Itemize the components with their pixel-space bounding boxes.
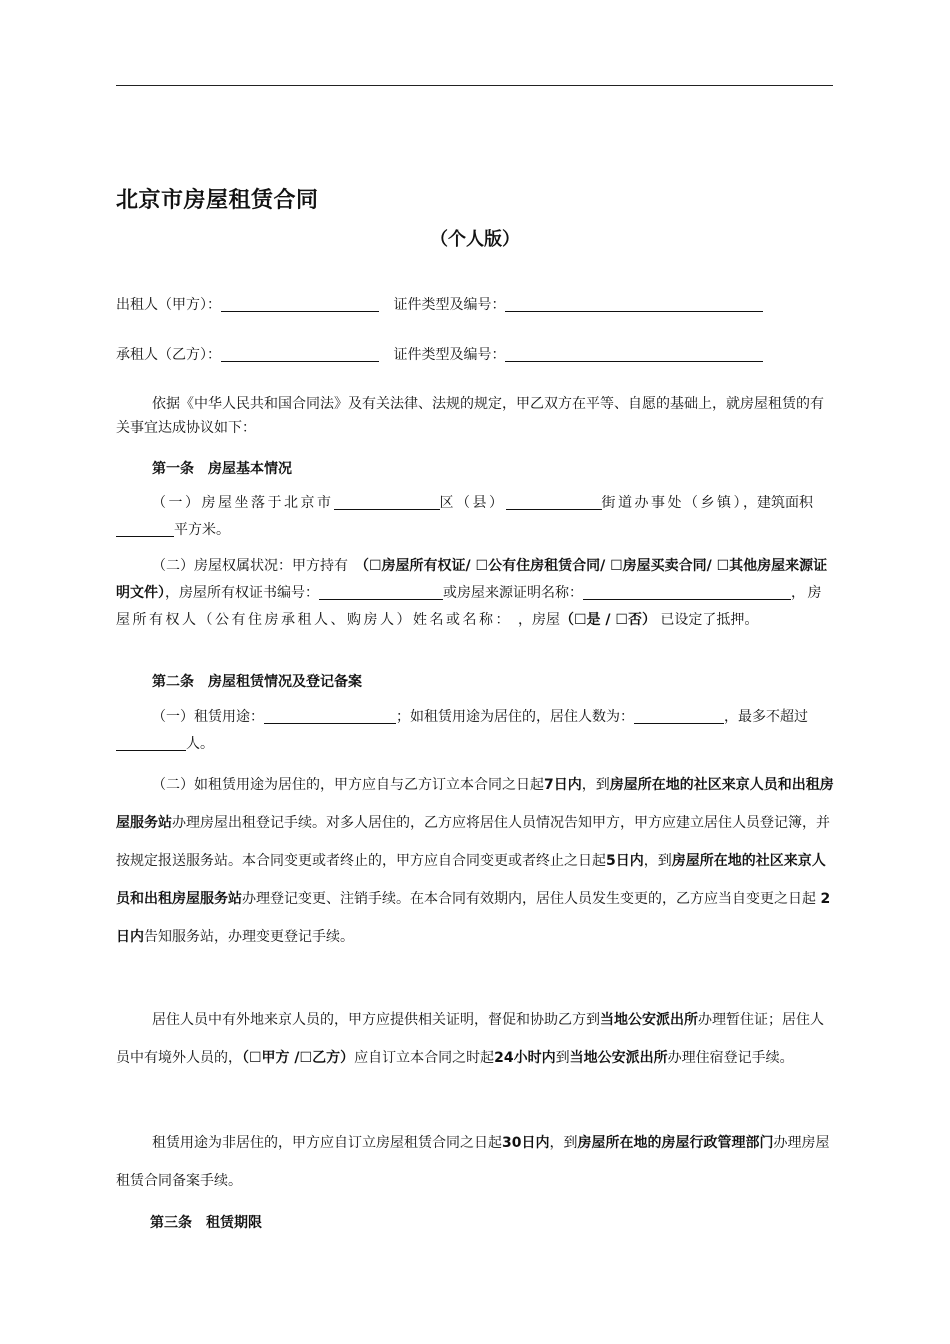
nonlocal-text-4: 到 — [555, 1050, 570, 1066]
lessor-row — [116, 294, 836, 314]
mortgage-suffix: 已设定了抵押。 — [655, 612, 759, 628]
article-1-heading: 第一条 房屋基本情况 — [152, 461, 292, 477]
article-1-location — [116, 490, 836, 544]
source-name-field[interactable] — [583, 583, 791, 600]
district-label: 区（县） — [439, 495, 506, 511]
nonlocal-deadline-24h: 24小时内 — [494, 1050, 556, 1066]
max-occupants-label: ，最多不超过 — [724, 709, 808, 725]
usage-label: （一）租赁用途： — [152, 709, 264, 725]
reg-text-1: （二）如租赁用途为居住的，甲方应自与乙方订立本合同之日起 — [152, 777, 544, 793]
street-field[interactable] — [506, 493, 602, 510]
nonres-deadline-30: 30日内 — [502, 1135, 550, 1151]
usage-field[interactable] — [264, 707, 396, 724]
lessee-row — [116, 344, 836, 364]
document-title: 北京市房屋租赁合同 — [116, 188, 319, 213]
occupants-label: ；如租赁用途为居住的，居住人数为： — [396, 709, 634, 725]
header-rule — [116, 85, 833, 86]
nonlocal-text-2: 办理暂住证；居住人员中有境外人员的， — [116, 1012, 824, 1066]
lessee-id-field[interactable] — [505, 345, 763, 362]
lessee-id-label: 证件类型及编号： — [393, 347, 506, 363]
article-2-registration — [116, 766, 836, 956]
lessee-name-field[interactable] — [221, 345, 379, 362]
mortgage-text: ，房屋 — [518, 612, 560, 628]
area-label: ，建筑面积 — [743, 495, 813, 511]
lessee-label: 承租人（乙方）： — [116, 347, 221, 363]
lessor-id-label: 证件类型及编号： — [393, 297, 506, 313]
article-2-usage — [116, 704, 836, 758]
reg-station-2: 房屋所在地的社区来京人员和出租房屋服务站 — [116, 853, 826, 907]
nonres-text-2: ，到 — [549, 1135, 578, 1151]
reg-text-4: ，到 — [643, 853, 672, 869]
article-2-nonlocal — [116, 1001, 836, 1077]
lessor-id-field[interactable] — [505, 295, 763, 312]
lessor-label: 出租人（甲方）： — [116, 297, 221, 313]
reg-text-2: ，到 — [581, 777, 610, 793]
ownership-text: （二）房屋权属状况：甲方持有 — [152, 558, 362, 574]
certificate-no-field[interactable] — [319, 583, 443, 600]
preamble: 依据《中华人民共和国合同法》及有关法律、法规的规定，甲乙双方在平等、自愿的基础上，就房屋租赁的有关事宜达成协议如下： — [116, 396, 824, 436]
nonlocal-police-2: 当地公安派出所 — [569, 1050, 668, 1066]
nonlocal-text-3: 应自订立本合同之时起 — [354, 1050, 495, 1066]
area-field[interactable] — [116, 520, 174, 537]
area-unit: 平方米。 — [174, 522, 230, 538]
source-label: 或房屋来源证明名称： — [443, 585, 583, 601]
nonres-authority: 房屋所在地的房屋行政管理部门 — [577, 1135, 774, 1151]
reg-deadline-2: 2日内 — [116, 891, 831, 945]
occupants-field[interactable] — [634, 707, 724, 724]
article-1-ownership — [116, 553, 836, 634]
nonlocal-text-5: 办理住宿登记手续。 — [667, 1050, 794, 1066]
street-label: 街道办事处（乡镇） — [601, 495, 743, 511]
ownership-options[interactable]: （☐房屋所有权证/ ☐公有住房租赁合同/ ☐房屋买卖合同/ ☐其他房屋来源证明文件） — [116, 558, 828, 601]
max-occupants-field[interactable] — [116, 734, 186, 751]
reg-text-6: 告知服务站，办理变更登记手续。 — [144, 929, 354, 945]
nonlocal-text-1: 居住人员中有外地来京人员的，甲方应提供相关证明，督促和协助乙方到 — [152, 1012, 600, 1028]
article-2-nonresidential — [116, 1124, 836, 1200]
reg-text-5: 办理登记变更、注销手续。在本合同有效期内，居住人员发生变更的，乙方应当自变更之日起 — [242, 891, 821, 907]
reg-deadline-7: 7日内 — [544, 777, 582, 793]
article-2-heading: 第二条 房屋租赁情况及登记备案 — [152, 674, 362, 690]
reg-station-1: 房屋所在地的社区来京人员和出租房屋服务站 — [116, 777, 834, 831]
mortgage-options[interactable]: （☐是 / ☐否） — [560, 612, 656, 628]
nonlocal-police-1: 当地公安派出所 — [600, 1012, 698, 1028]
nonres-text-3: 办理房屋租赁合同备案手续。 — [116, 1135, 830, 1189]
lessor-name-field[interactable] — [221, 295, 379, 312]
owner-label: ，房屋所有权人（公有住房承租人、购房人）姓名或名称： — [116, 585, 824, 628]
nonres-text-1: 租赁用途为非居住的，甲方应自订立房屋租赁合同之日起 — [152, 1135, 502, 1151]
district-field[interactable] — [334, 493, 440, 510]
occupants-unit: 人。 — [186, 736, 214, 752]
party-options[interactable]: （☐甲方 /☐乙方） — [242, 1050, 355, 1066]
reg-deadline-5: 5日内 — [606, 853, 644, 869]
location-text: （一）房屋坐落于北京市 — [152, 495, 334, 511]
certificate-label: ，房屋所有权证书编号： — [165, 585, 319, 601]
reg-text-3: 办理房屋出租登记手续。对多人居住的，乙方应将居住人员情况告知甲方，甲方应建立居住人员登记簿，并按规定报送服务站。本合同变更或者终止的，甲方应自合同变更或者终止之日起 — [116, 815, 830, 869]
article-3-heading: 第三条 租赁期限 — [150, 1215, 262, 1231]
document-subtitle: （个人版） — [430, 229, 520, 250]
